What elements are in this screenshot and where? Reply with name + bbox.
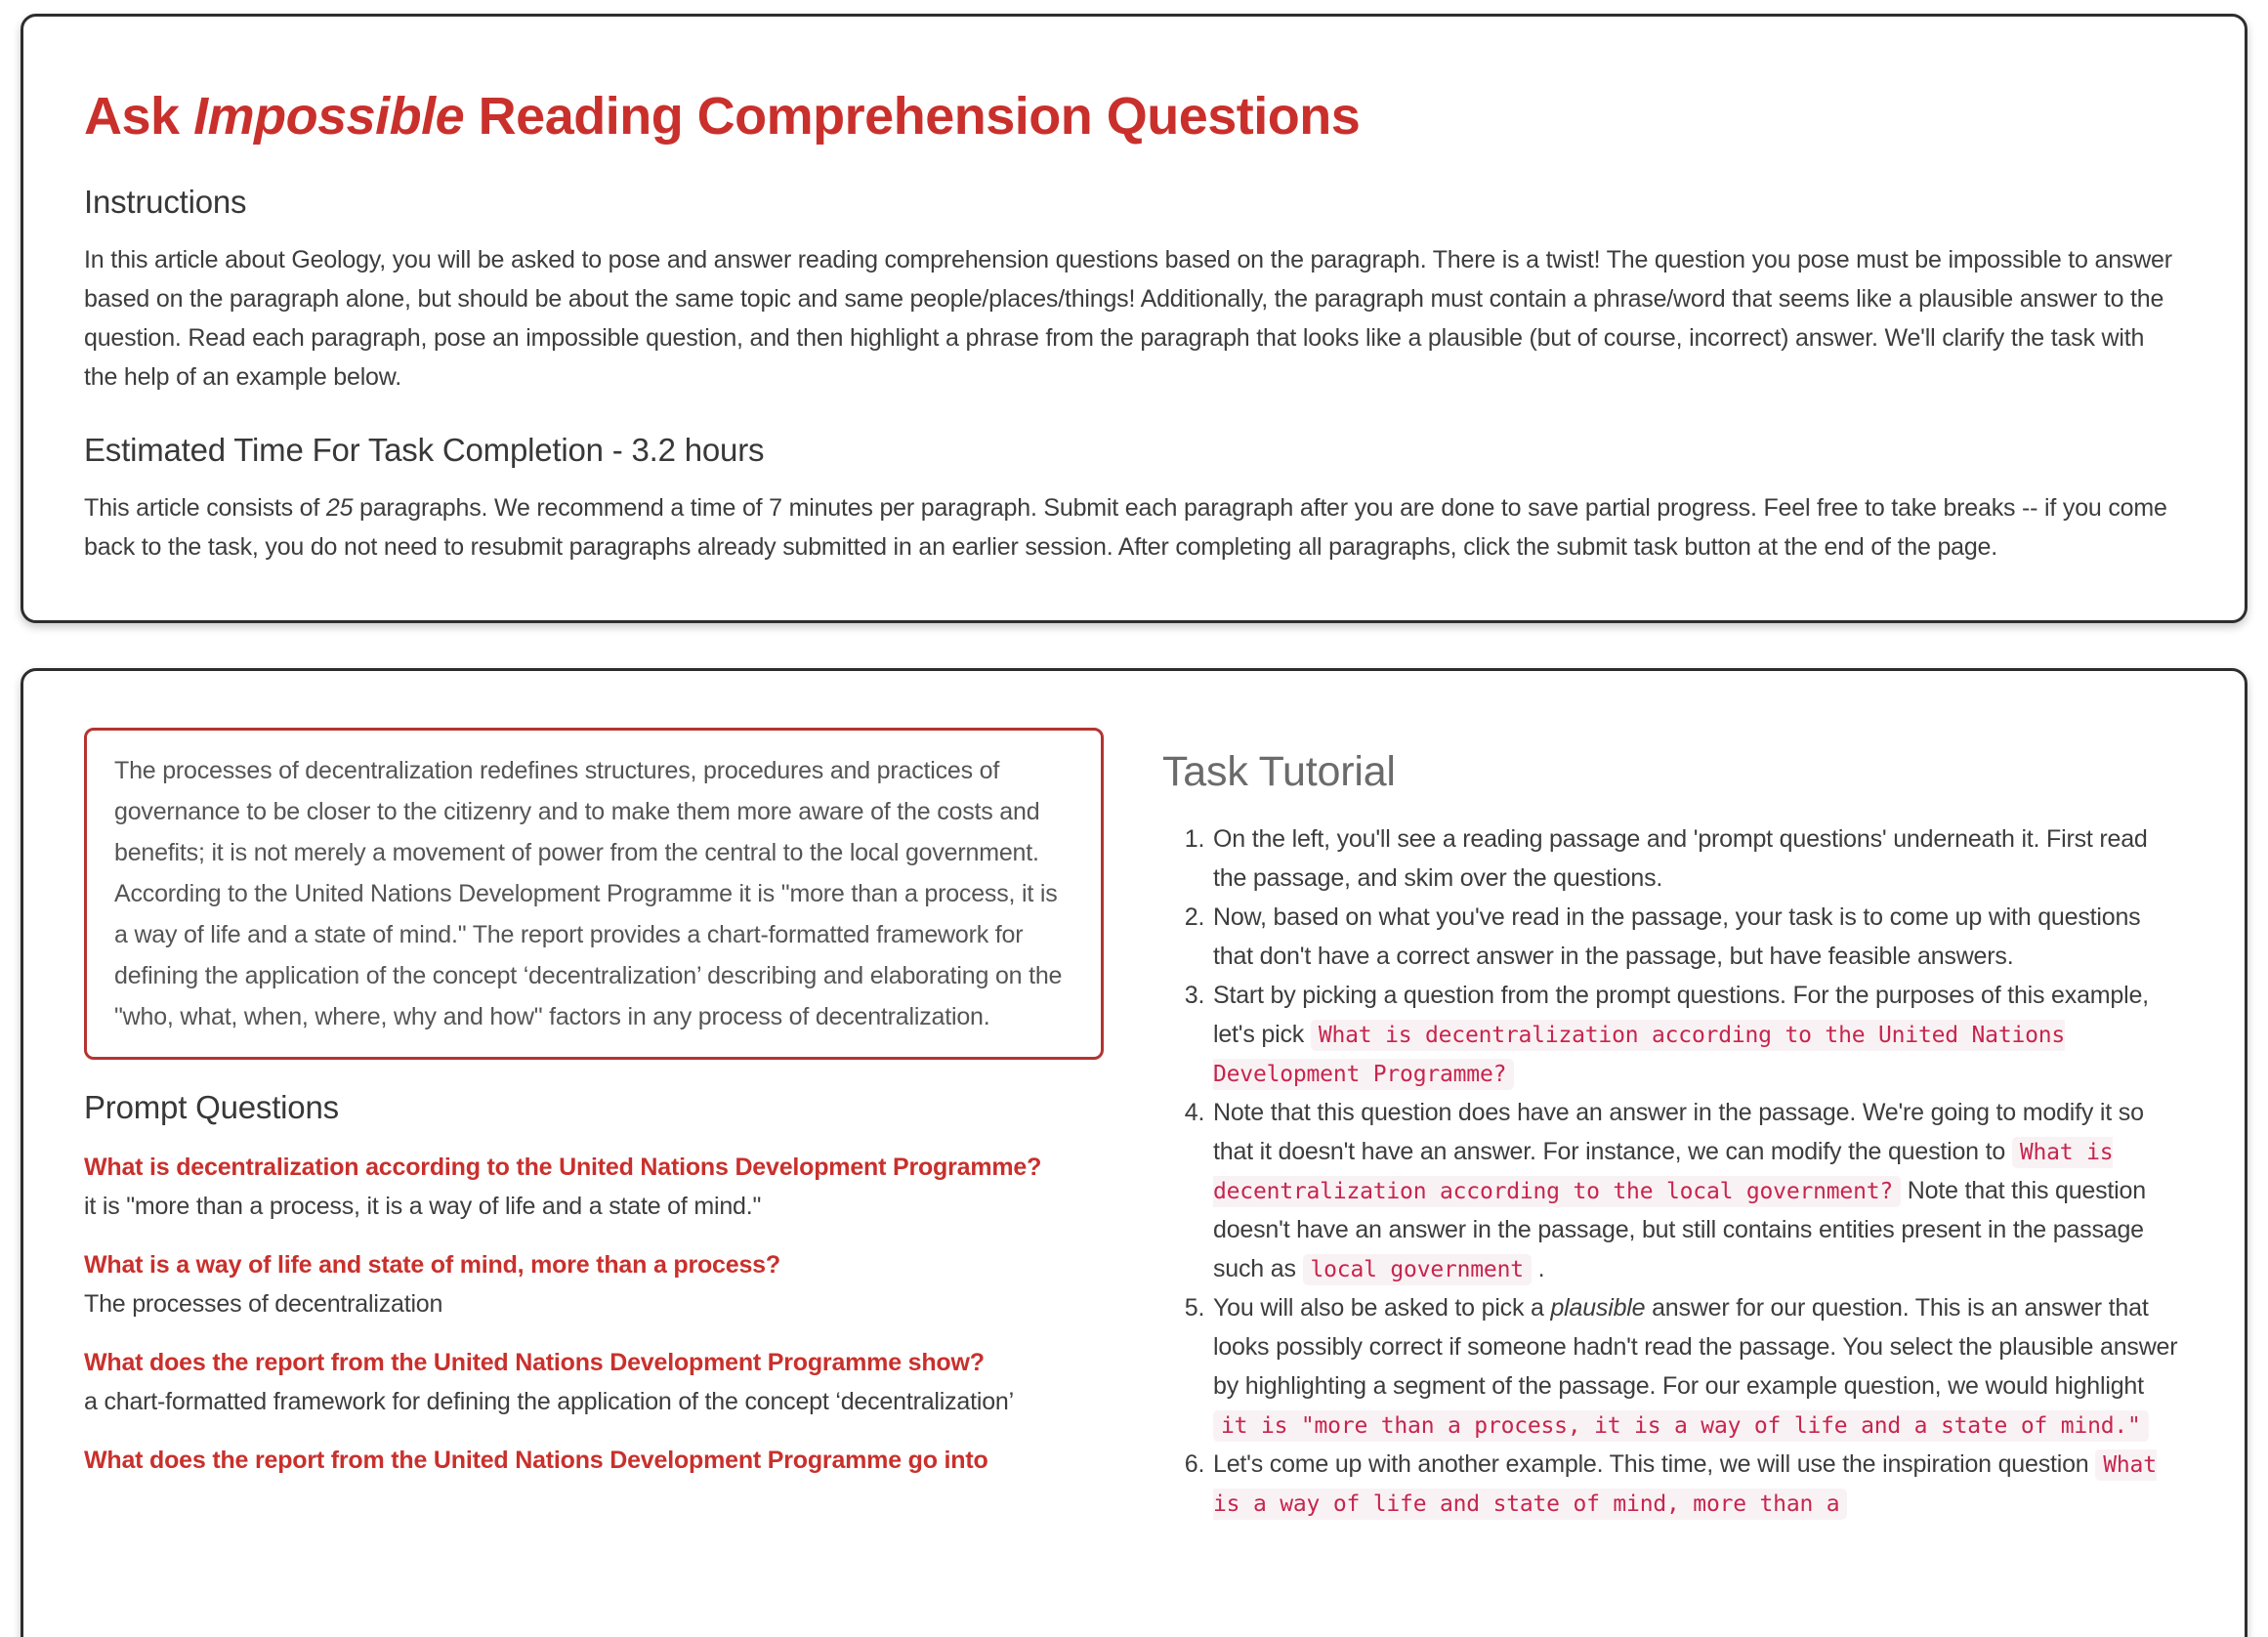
inline-code: What is a way of life and state of mind, more than a [1213, 1449, 2157, 1520]
instructions-card [21, 14, 2247, 623]
inline-code: it is "more than a process, it is a way of life and a state of mind." [1213, 1410, 2149, 1442]
text-segment: answer for our question. This is an answer that looks possibly correct if someone hadn't read the passage. You select the plausible answer by highlighting a segment of the passage. For our example question, we would highlight [1213, 1294, 2178, 1400]
prompt-answer: a chart-formatted framework for defining the application of the concept ‘decentralization’ [84, 1388, 1014, 1415]
prompt-questions-heading: Prompt Questions [84, 1089, 339, 1125]
text-segment: Start by picking a question from the prompt questions. For the purposes of this example, let's pick [1213, 982, 2149, 1048]
prompt-question: What does the report from the United Nations Development Programme show? [84, 1349, 985, 1376]
qa-block [84, 1343, 1104, 1421]
tutorial-step [1211, 898, 2184, 976]
text-segment: Note that this question doesn't have an answer in the passage, but still contains entities present in the passage such as [1213, 1177, 2146, 1282]
qa-block [84, 1245, 1104, 1323]
text-segment: paragraphs. We recommend a time of 7 minutes per paragraph. Submit each paragraph after you are done to save partial progress. Feel free to take breaks -- if you come back to the task, you do not need to resubmit paragraphs already submitted in an earlier session. After completing all paragraphs, click the submit task button at the end of the page. [84, 494, 2167, 561]
inline-code: What is decentralization according to the local government? [1213, 1137, 2113, 1207]
page-title-italic: Impossible [193, 87, 465, 146]
tutorial-step [1211, 976, 2184, 1093]
prompt-answer: The processes of decentralization [84, 1290, 443, 1318]
estimated-time-paragraph [84, 488, 2184, 567]
prompt-answer: it is "more than a process, it is a way of life and a state of mind." [84, 1193, 762, 1220]
estimated-time-heading: Estimated Time For Task Completion - 3.2 hours [84, 432, 765, 468]
passage-column [84, 728, 1104, 1480]
page-title [84, 85, 2184, 148]
emphasized-text: 25 [325, 494, 354, 522]
tutorial-step [1211, 1093, 2184, 1288]
qa-block [84, 1441, 1104, 1480]
passage-box [84, 728, 1104, 1060]
tutorial-column [1162, 728, 2184, 1523]
text-segment: . [1531, 1255, 1545, 1282]
qa-block [84, 1148, 1104, 1226]
tutorial-step [1211, 1288, 2184, 1445]
task-tutorial-heading: Task Tutorial [1162, 748, 1396, 795]
tutorial-step [1211, 1445, 2184, 1523]
instructions-paragraph: In this article about Geology, you will be asked to pose and answer reading comprehension questions based on the paragraph. There is a twist! The question you pose must be impossible to answer based on the paragraph alone, but should be about the same topic and same people/places/things! Additionally, the paragraph must contain a phrase/word that seems like a plausible answer to the question. Read each paragraph, pose an impossible question, and then highlight a phrase from the paragraph that looks like a plausible (but of course, incorrect) answer. We'll clarify the task with the help of an example below. [84, 246, 2172, 391]
text-segment: On the left, you'll see a reading passage and 'prompt questions' underneath it. First read the passage, and skim over the questions. [1213, 825, 2148, 892]
instructions-heading: Instructions [84, 184, 247, 220]
page-title-prefix: Ask [84, 87, 194, 146]
tutorial-steps-list [1162, 819, 2184, 1523]
passage-text: The processes of decentralization redefines structures, procedures and practices of governance to be closer to the citizenry and to make them more aware of the costs and benefits; it is not merely a movement of power from the central to the local government. According to the United Nations Development Programme it is "more than a process, it is a way of life and a state of mind." The report provides a chart-formatted framework for defining the application of the concept ‘decentralization’ describing and elaborating on the "who, what, when, where, why and how" factors in any process of decentralization. [114, 757, 1063, 1030]
text-segment: Let's come up with another example. This time, we will use the inspiration question [1213, 1450, 2096, 1478]
prompt-question: What is decentralization according to the United Nations Development Programme? [84, 1154, 1042, 1181]
inline-code: local government [1303, 1254, 1532, 1285]
text-segment: This article consists of [84, 494, 326, 522]
task-columns [84, 728, 2184, 1523]
page-title-suffix: Reading Comprehension Questions [464, 87, 1361, 146]
inline-code: What is decentralization according to the United Nations Development Programme? [1213, 1020, 2065, 1090]
text-segment: You will also be asked to pick a [1213, 1294, 1551, 1322]
task-card [21, 668, 2247, 1637]
text-segment: Note that this question does have an answer in the passage. We're going to modify it so that it doesn't have an answer. For instance, we can modify the question to [1213, 1099, 2144, 1165]
tutorial-step [1211, 819, 2184, 898]
text-segment: Now, based on what you've read in the passage, your task is to come up with questions that don't have a correct answer in the passage, but have feasible answers. [1213, 903, 2141, 970]
emphasized-text: plausible [1550, 1294, 1646, 1322]
prompt-question: What does the report from the United Nations Development Programme go into [84, 1447, 988, 1474]
prompt-question: What is a way of life and state of mind, more than a process? [84, 1251, 780, 1279]
